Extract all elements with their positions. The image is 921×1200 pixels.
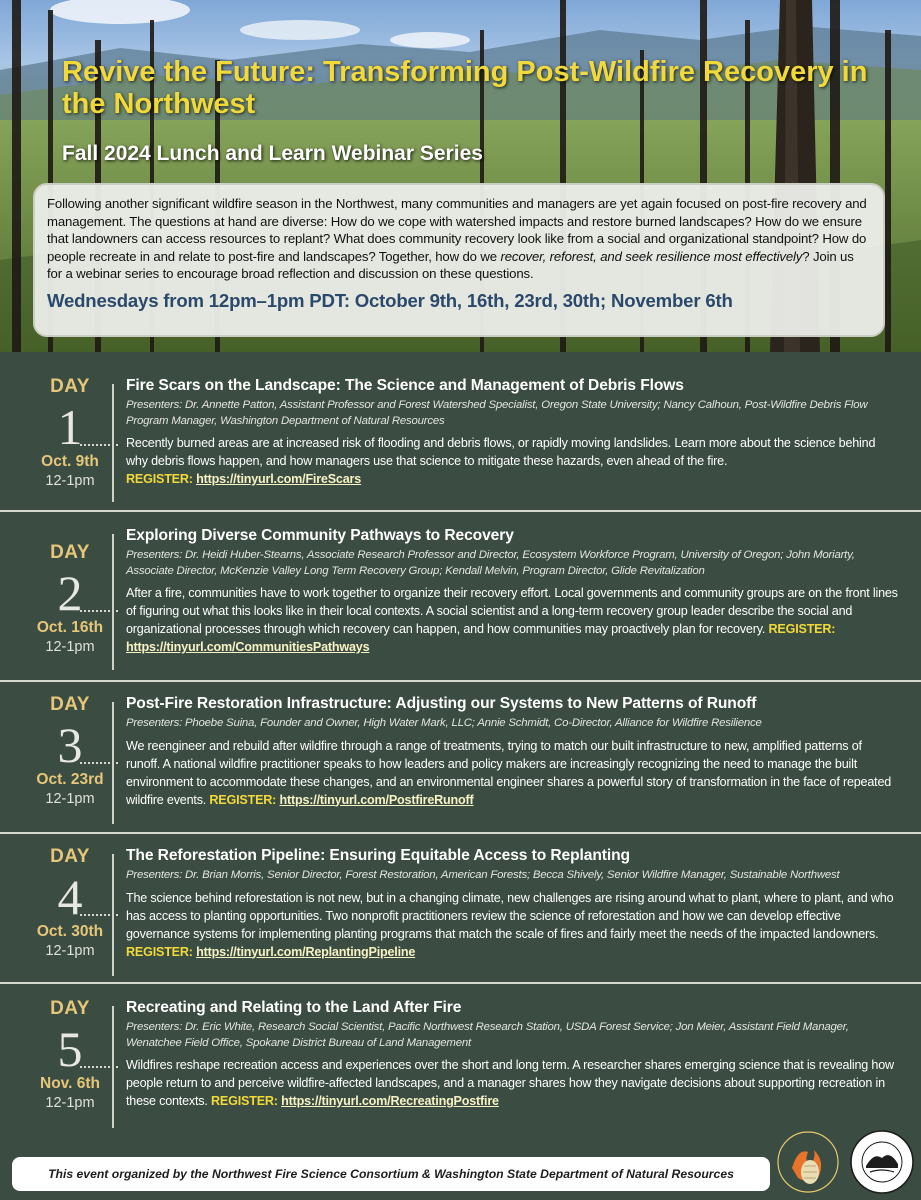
session-description [126, 1056, 898, 1110]
day-date: Nov. 6th [40, 1075, 100, 1092]
day-date: Oct. 16th [36, 619, 104, 636]
description-text: Wildfires reshape recreation access and experiences over the short and long term. A researcher shares emerging science that is revealing how people return to and perceive wildfire-affected landscapes, and a manager shares how they navigate decisions about supporting recreation in these contexts. [126, 1058, 894, 1108]
day-date: Oct. 30th [36, 923, 104, 940]
intro-text-part1: Following another significant wildfire season in the Northwest, many communities and managers are yet again focused on post-fire recovery and management. The questions at hand are diverse: How do we cope with watershed impacts and restore burned landscapes? How do we ensure that landowners can access resources to replant? What does community recovery look like from a social and organizational standpoint? How do people recreate in and relate to post-fire and landscapes? Together, how do we [47, 196, 867, 264]
series-dates: Wednesdays from 12pm–1pm PDT: October 9th, 16th, 23rd, 30th; November 6th [47, 289, 733, 311]
day-badge [20, 846, 120, 959]
day-number [20, 1021, 120, 1077]
description-text: Recently burned areas are at increased risk of flooding and debris flows, or rapidly moving landslides. Learn more about the science behind why debris flows happen, and how managers use that science to mitigate these hazards, even ahead of the fire. [126, 436, 876, 468]
register-label: REGISTER: [209, 792, 277, 807]
description-text: After a fire, communities have to work together to organize their recovery effort. Local governments and community groups are on the front lines of figuring out what this looks like in their local contexts. A social scientist and a long-term recovery group leader describe the social and organizational processes through which recovery can happen, and how communities may proactively plan for recovery. [126, 586, 898, 636]
session-title: Fire Scars on the Landscape: The Science and Management of Debris Flows [126, 377, 684, 394]
register-link[interactable]: https://tinyurl.com/ReplantingPipeline [196, 944, 416, 959]
day-badge [20, 998, 120, 1111]
day-badge [20, 376, 120, 489]
session-details [126, 526, 898, 656]
day-time: 12-1pm [45, 1095, 95, 1111]
vertical-rule [112, 384, 114, 502]
session-description [126, 889, 898, 961]
vertical-rule [112, 702, 114, 824]
vertical-rule [112, 854, 114, 976]
day-number [20, 717, 120, 773]
day-label: DAY [50, 694, 90, 715]
day-number-text: 4 [57, 869, 83, 925]
day-label: DAY [50, 846, 90, 867]
day-number-text: 5 [57, 1021, 83, 1077]
day-number [20, 565, 120, 621]
session-title: Post-Fire Restoration Infrastructure: Adjusting our Systems to New Patterns of Runoff [126, 695, 757, 712]
day-number [20, 399, 120, 455]
organizer-footer [12, 1157, 770, 1191]
day-date: Oct. 23rd [36, 771, 104, 788]
day-label: DAY [50, 998, 90, 1019]
day-time: 12-1pm [45, 791, 95, 807]
session-presenters: Presenters: Phoebe Suina, Founder and Owner, High Water Mark, LLC; Annie Schmidt, Co-Director, Alliance for Wildfire Resilience [126, 717, 762, 729]
session-details [126, 998, 898, 1110]
day-number-text: 1 [57, 399, 83, 455]
partner-logos [770, 1122, 920, 1200]
intro-box [33, 183, 885, 337]
page-title: Revive the Future: Transforming Post-Wildfire Recovery in the Northwest [62, 56, 868, 120]
wa-dnr-seal [851, 1131, 913, 1193]
section-divider [0, 832, 921, 834]
session-details [126, 694, 898, 809]
day-badge [20, 542, 120, 655]
description-text: We reengineer and rebuild after wildfire through a range of treatments, trying to match our built infrastructure to new, amplified patterns of runoff. A national wildfire practitioner speaks to how leaders and policy makers are increasingly recognizing the need to manage the built environment to accommodate these changes, and an environmental engineer shares a powerful story of transformation in the face of repeated wildfire events. [126, 738, 892, 807]
page-subtitle: Fall 2024 Lunch and Learn Webinar Series [62, 142, 483, 165]
vertical-rule [112, 1006, 114, 1128]
register-label: REGISTER: [126, 472, 193, 486]
day-label: DAY [50, 376, 90, 397]
session-details [126, 846, 898, 961]
day-number-text: 3 [57, 717, 83, 773]
day-date: Oct. 9th [41, 453, 99, 470]
register-link[interactable]: https://tinyurl.com/PostfireRunoff [279, 792, 474, 807]
intro-paragraph [47, 195, 869, 283]
register-link[interactable]: https://tinyurl.com/CommunitiesPathways [126, 640, 370, 654]
register-link[interactable]: https://tinyurl.com/FireScars [196, 472, 362, 486]
day-badge [20, 694, 120, 807]
section-divider [0, 982, 921, 984]
register-label: REGISTER: [126, 944, 193, 959]
description-text: The science behind reforestation is not new, but in a changing climate, new challenges are rising around what to plant, where to plant, and who has access to planting opportunities. Two nonprofit practitioners review the science of reforestation and how we can develop effective governance systems for implementing planting programs that match the scale of fires and fairly meet the needs of the impacted landowners. [126, 890, 894, 941]
session-description [126, 737, 898, 809]
session-title: Exploring Diverse Community Pathways to Recovery [126, 527, 514, 544]
day-number-text: 2 [57, 565, 83, 621]
day-number [20, 869, 120, 925]
session-title: Recreating and Relating to the Land After Fire [126, 999, 462, 1016]
session-presenters: Presenters: Dr. Annette Patton, Assistant Professor and Forest Watershed Specialist, Oregon State University; Nancy Calhoun, Post-Wildfire Debris Flow Program Manager, Washington Department of Natural Resources [126, 399, 868, 427]
session-presenters: Presenters: Dr. Brian Morris, Senior Director, Forest Restoration, American Forests; Becca Shively, Senior Wildfire Manager, Sustainable Northwest [126, 869, 840, 881]
vertical-rule [112, 534, 114, 670]
day-time: 12-1pm [45, 639, 95, 655]
session-description [126, 584, 898, 656]
session-presenters: Presenters: Dr. Eric White, Research Social Scientist, Pacific Northwest Research Station, USDA Forest Service; Jon Meier, Assistant Field Manager, Wenatchee Field Office, Spokane District Bureau of Land Management [126, 1021, 849, 1049]
day-label: DAY [50, 542, 90, 563]
day-time: 12-1pm [45, 943, 95, 959]
register-link[interactable]: https://tinyurl.com/RecreatingPostfire [281, 1094, 499, 1108]
hero-banner [0, 0, 921, 352]
day-time: 12-1pm [45, 473, 95, 489]
intro-emphasis: recover, reforest, and seek resilience most effectively [500, 248, 803, 264]
session-details [126, 376, 898, 488]
session-presenters: Presenters: Dr. Heidi Huber-Stearns, Associate Research Professor and Director, Ecosystem Workforce Program, University of Oregon; John Moriarty, Associate Director, McKenzie Valley Long Term Recovery Group; Kendall Melvin, Program Director, Glide Revitalization [126, 549, 855, 577]
session-description [126, 434, 898, 488]
organizer-text: This event organized by the Northwest Fire Science Consortium & Washington State Department of Natural Resources [48, 1167, 734, 1181]
section-divider [0, 680, 921, 682]
section-divider [0, 510, 921, 512]
session-title: The Reforestation Pipeline: Ensuring Equitable Access to Replanting [126, 847, 630, 864]
nwfsc-logo [778, 1132, 838, 1192]
intro-text-part2: ? Join us for a webinar series to encourage broad reflection and discussion on these questions. [47, 248, 854, 282]
register-label: REGISTER: [768, 622, 836, 636]
register-label: REGISTER: [211, 1094, 278, 1108]
